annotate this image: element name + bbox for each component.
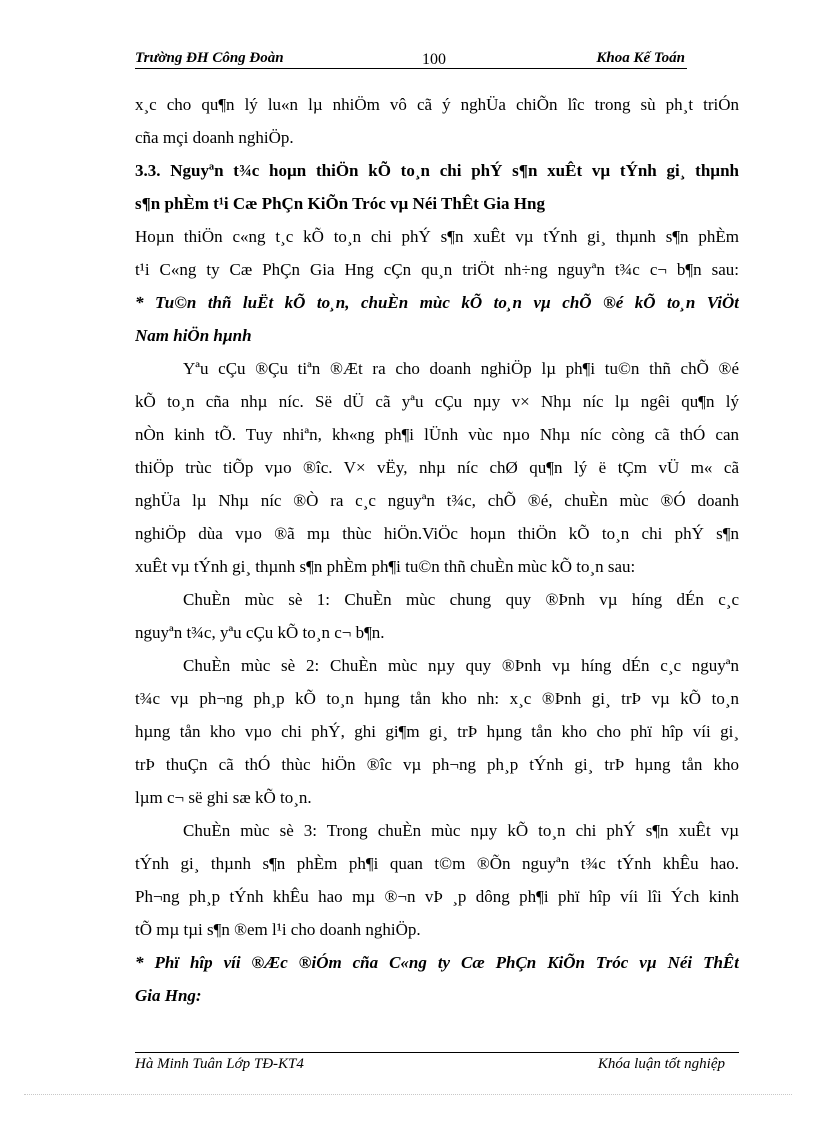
page-number: 100	[422, 51, 446, 68]
footer-rule	[135, 1052, 739, 1053]
text-line: ChuÈn mùc sè 1: ChuÈn mùc chung quy ®Þnh vµ híng dÉn c¸c	[183, 590, 739, 609]
subheading: * Phï hîp víi ®Æc ®iÓm cña C«ng ty Cæ PhÇn KiÕn Tróc vµ Néi ThÊt	[135, 953, 739, 972]
header-department: Khoa Kế Toán	[596, 50, 685, 66]
subheading: Nam hiÖn hµnh	[135, 326, 252, 345]
text-line: trÞ thuÇn cã thÓ thùc hiÖn ®îc vµ ph¬ng ph¸p tÝnh gi¸ trÞ hµng tån kho	[135, 755, 739, 774]
page-body	[135, 88, 739, 1012]
text-line: x¸c cho qu¶n lý lu«n lµ nhiÖm vô cã ý nghÜa chiÕn lîc trong sù ph¸t triÓn	[135, 95, 739, 114]
page-boundary-dotted-line	[24, 1094, 792, 1095]
text-line: ChuÈn mùc sè 2: ChuÈn mùc nµy quy ®Þnh vµ híng dÉn c¸c nguyªn	[183, 656, 739, 675]
text-line: ChuÈn mùc sè 3: Trong chuÈn mùc nµy kÕ to¸n chi phÝ s¶n xuÊt vµ	[183, 821, 739, 840]
text-line: nghÜa lµ Nhµ níc ®Ò ra c¸c nguyªn t¾c, chÕ ®é, chuÈn mùc ®Ó doanh	[135, 491, 739, 510]
text-line: tÝnh gi¸ thµnh s¶n phÈm ph¶i quan t©m ®Õn nguyªn t¾c tÝnh khÊu hao.	[135, 854, 739, 873]
text-line: nÒn kinh tÕ. Tuy nhiªn, kh«ng ph¶i lÜnh vùc nµo Nhµ níc còng cã thÓ can	[135, 425, 739, 444]
text-line: tÕ mµ tµi s¶n ®em l¹i cho doanh nghiÖp.	[135, 920, 421, 939]
footer-thesis-label: Khóa luận tốt nghiệp	[597, 1056, 725, 1072]
page-header	[135, 48, 687, 70]
header-school: Trường ĐH Công Đoàn	[135, 50, 284, 66]
section-heading: s¶n phÈm t¹i Cæ PhÇn KiÕn Tróc vµ Néi ThÊt Gia Hng	[135, 194, 545, 213]
section-heading: 3.3. Nguyªn t¾c hoµn thiÖn kÕ to¸n chi phÝ s¶n xuÊt vµ tÝnh gi¸ thµnh	[135, 161, 739, 180]
page-footer	[135, 1056, 725, 1078]
text-line: Yªu cÇu ®Çu tiªn ®Æt ra cho doanh nghiÖp lµ ph¶i tu©n thñ chÕ ®é	[183, 359, 739, 378]
text-line: lµm c¬ së ghi sæ kÕ to¸n.	[135, 788, 312, 807]
text-line: hµng tån kho vµo chi phÝ, ghi gi¶m gi¸ trÞ hµng tån kho cho phï hîp víi gi¸	[135, 722, 739, 741]
subheading: Gia Hng:	[135, 986, 202, 1005]
text-line: t¹i C«ng ty Cæ PhÇn Gia Hng cÇn qu¸n triÖt nh÷ng nguyªn t¾c c¬ b¶n sau:	[135, 260, 739, 279]
text-line: nghiÖp dùa vµo ®ã mµ thùc hiÖn.ViÖc hoµn thiÖn kÕ to¸n chi phÝ s¶n	[135, 524, 739, 543]
text-line: cña mçi doanh nghiÖp.	[135, 128, 294, 147]
footer-author: Hà Minh Tuân Lớp TĐ-KT4	[135, 1056, 304, 1072]
subheading: * Tu©n thñ luËt kÕ to¸n, chuÈn mùc kÕ to¸n vµ chÕ ®é kÕ to¸n ViÖt	[135, 293, 739, 312]
text-line: thiÖp trùc tiÕp vµo ®îc. V× vËy, nhµ níc chØ qu¶n lý ë tÇm vÜ m« cã	[135, 458, 739, 477]
text-line: kÕ to¸n cña nhµ níc. Së dÜ cã yªu cÇu nµy v× Nhµ níc lµ ngêi qu¶n lý	[135, 392, 739, 411]
text-line: t¾c vµ ph¬ng ph¸p kÕ to¸n hµng tån kho nh: x¸c ®Þnh gi¸ trÞ vµ kÕ to¸n	[135, 689, 739, 708]
text-line: nguyªn t¾c, yªu cÇu kÕ to¸n c¬ b¶n.	[135, 623, 385, 642]
text-line: Hoµn thiÖn c«ng t¸c kÕ to¸n chi phÝ s¶n xuÊt vµ tÝnh gi¸ thµnh s¶n phÈm	[135, 227, 739, 246]
text-line: xuÊt vµ tÝnh gi¸ thµnh s¶n phÈm ph¶i tu©n thñ chuÈn mùc kÕ to¸n sau:	[135, 557, 636, 576]
text-line: Ph¬ng ph¸p tÝnh khÊu hao mµ ®¬n vÞ ¸p dông ph¶i phï hîp víi lîi Ých kinh	[135, 887, 739, 906]
header-rule	[135, 68, 687, 69]
